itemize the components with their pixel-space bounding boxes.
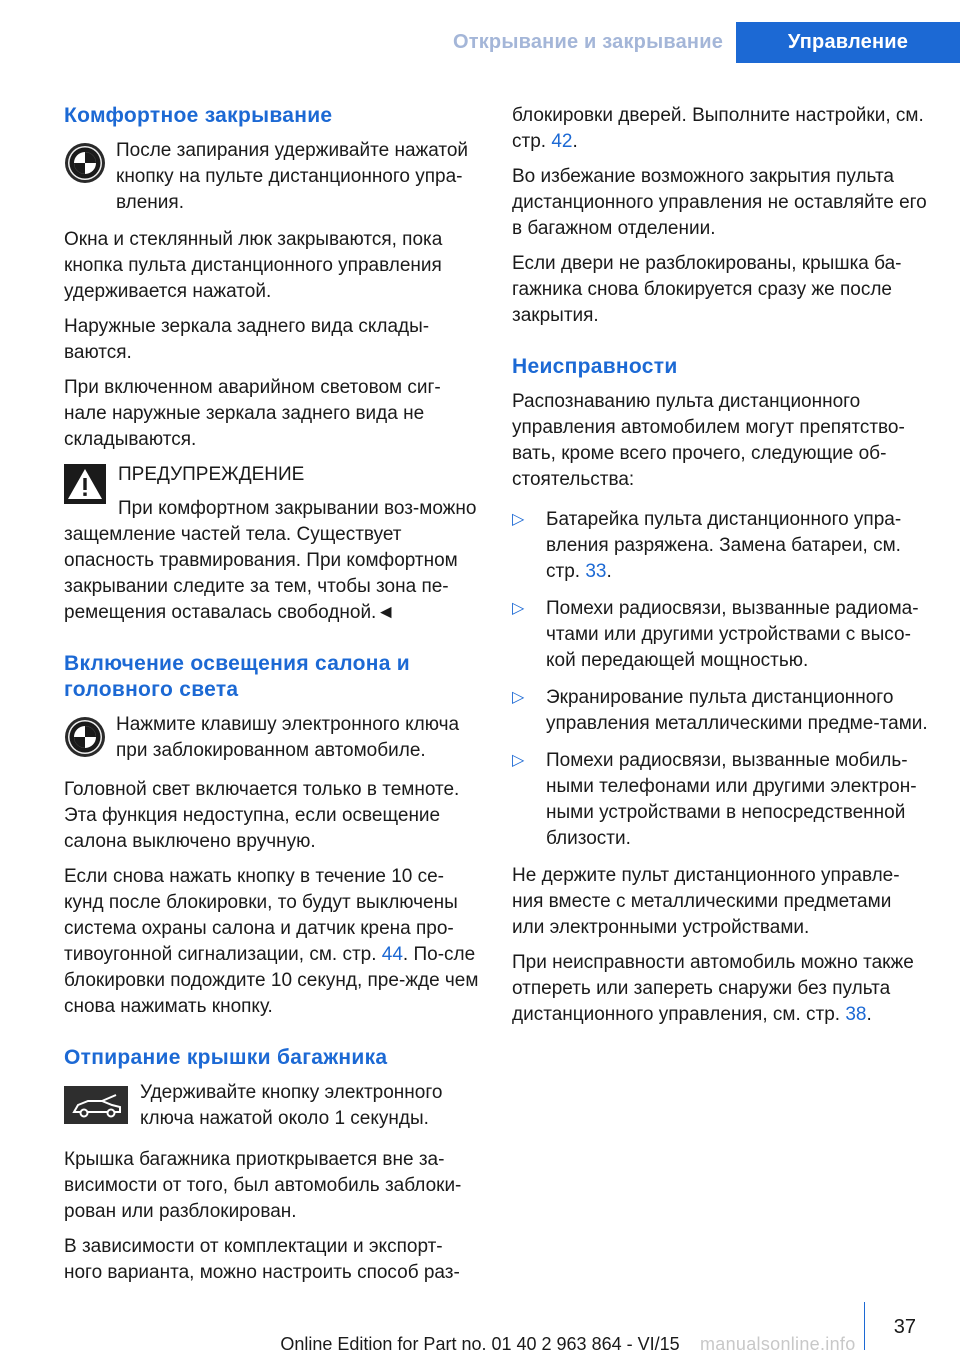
paragraph: Распознаванию пульта дистанционного управления автомобилем могут препятство-вать, кроме всего прочего, следующие об-стоятельства: [512,391,905,490]
footer-divider [864,1302,865,1350]
page-link-33[interactable]: 33 [585,561,607,582]
paragraph: В зависимости от комплектации и экспорт-ного варианта, можно настроить способ раз- [64,1236,460,1283]
bmw-key-icon [64,716,106,766]
paragraph: Если двери не разблокированы, крышка ба-гажника снова блокируется сразу же после закрытия. [512,253,902,326]
list-item: ▷ Помехи радиосвязи, вызванные мобиль-ными телефонами или другими электрон-ными устройствами в непосредственной близости. [512,750,917,849]
paragraph: Крышка багажника приоткрывается вне за-висимости от того, был автомобиль заблоки-рован или разблокирован. [64,1149,462,1222]
heading-faults: Неисправности [512,355,678,378]
paragraph: Окна и стеклянный люк закрываются, пока кнопка пульта дистанционного управления удерживается нажатой. [64,229,443,302]
list-item: ▷ Экранирование пульта дистанционного управления металлическими предме-тами. [512,687,928,734]
bullet-arrow-icon: ▷ [512,600,525,617]
page-link-42[interactable]: 42 [551,131,573,152]
warning-title: ПРЕДУПРЕЖДЕНИЕ [118,464,305,485]
header-section-title: Открывание и закрывание [452,31,724,53]
bullet-arrow-icon: ▷ [512,689,525,706]
paragraph: Во избежание возможного закрытия пульта дистанционного управления не оставляйте его в багажном отделении. [512,166,927,239]
edition-note: Online Edition for Part no. 01 40 2 963 864 - VI/15 [280,1334,680,1354]
comfort-icon-paragraph [64,138,480,216]
trunk-icon-paragraph [64,1080,480,1132]
left-column [64,103,480,1295]
paragraph: Наружные зеркала заднего вида склады-ваются. [64,316,430,363]
lights-icon-text: Нажмите клавишу электронного ключа при заблокированном автомобиле. [116,714,460,761]
paragraph-with-link: При неисправности автомобиль можно также отпереть или запереть снаружи без пульта дистанционного управления, см. стр. 38. [512,952,914,1025]
list-item: ▷ Помехи радиосвязи, вызванные радиома-чтами или другими устройствами с высо-кой передающей мощностью. [512,598,919,671]
header-chapter-tab: Управление [736,22,960,63]
paragraph-with-link: Если снова нажать кнопку в течение 10 се-кунд после блокировки, то будут выключены система охраны салона и датчик крена про-тивоугонной сигнализации, см. стр. 44. По-сле блокировки подождите 10 секунд, пре-жде чем снова нажимать кнопку. [64,866,479,1017]
heading-trunk-release: Отпирание крышки багажника [64,1046,388,1069]
page-header [0,22,960,63]
page-link-44[interactable]: 44 [381,944,403,965]
car-trunk-icon [64,1086,128,1132]
watermark: manualsonline.info [700,1334,856,1354]
page-link-38[interactable]: 38 [845,1004,867,1025]
list-item: ▷ Батарейка пульта дистанционного упра-вления разряжена. Замена батареи, см. стр. 33. [512,509,902,582]
paragraph: Не держите пульт дистанционного управле-ния вместе с металлическими предметами или электронными устройствами. [512,865,900,938]
warning-text: При комфортном закрывании воз-можно защемление частей тела. Существует опасность травмирования. При комфортном закрывании следите за тем, чтобы зона пе-ремещения оставалась свободной.◄ [64,498,477,623]
trunk-icon-text: Удерживайте кнопку электронного ключа нажатой около 1 секунды. [140,1082,443,1129]
page-number: 37 [893,1316,916,1338]
warning-triangle-icon [64,464,106,512]
paragraph: Головной свет включается только в темноте. Эта функция недоступна, если освещение салона выключено вручную. [64,779,460,852]
paragraph: При включенном аварийном световом сиг-нале наружные зеркала заднего вида не складываются. [64,377,441,450]
comfort-icon-text: После запирания удерживайте нажатой кнопку на пульте дистанционного упра-вления. [116,140,469,213]
bullet-arrow-icon: ▷ [512,511,525,528]
lights-icon-paragraph [64,712,480,764]
heading-comfort-closing: Комфортное закрывание [64,104,333,127]
heading-interior-lights: Включение освещения салона и головного света [64,652,411,701]
warning-block [64,462,480,626]
bmw-key-icon [64,142,106,192]
paragraph-with-link: блокировки дверей. Выполните настройки, см. стр. 42. [512,105,924,152]
right-column [512,103,928,1037]
bullet-arrow-icon: ▷ [512,752,525,769]
